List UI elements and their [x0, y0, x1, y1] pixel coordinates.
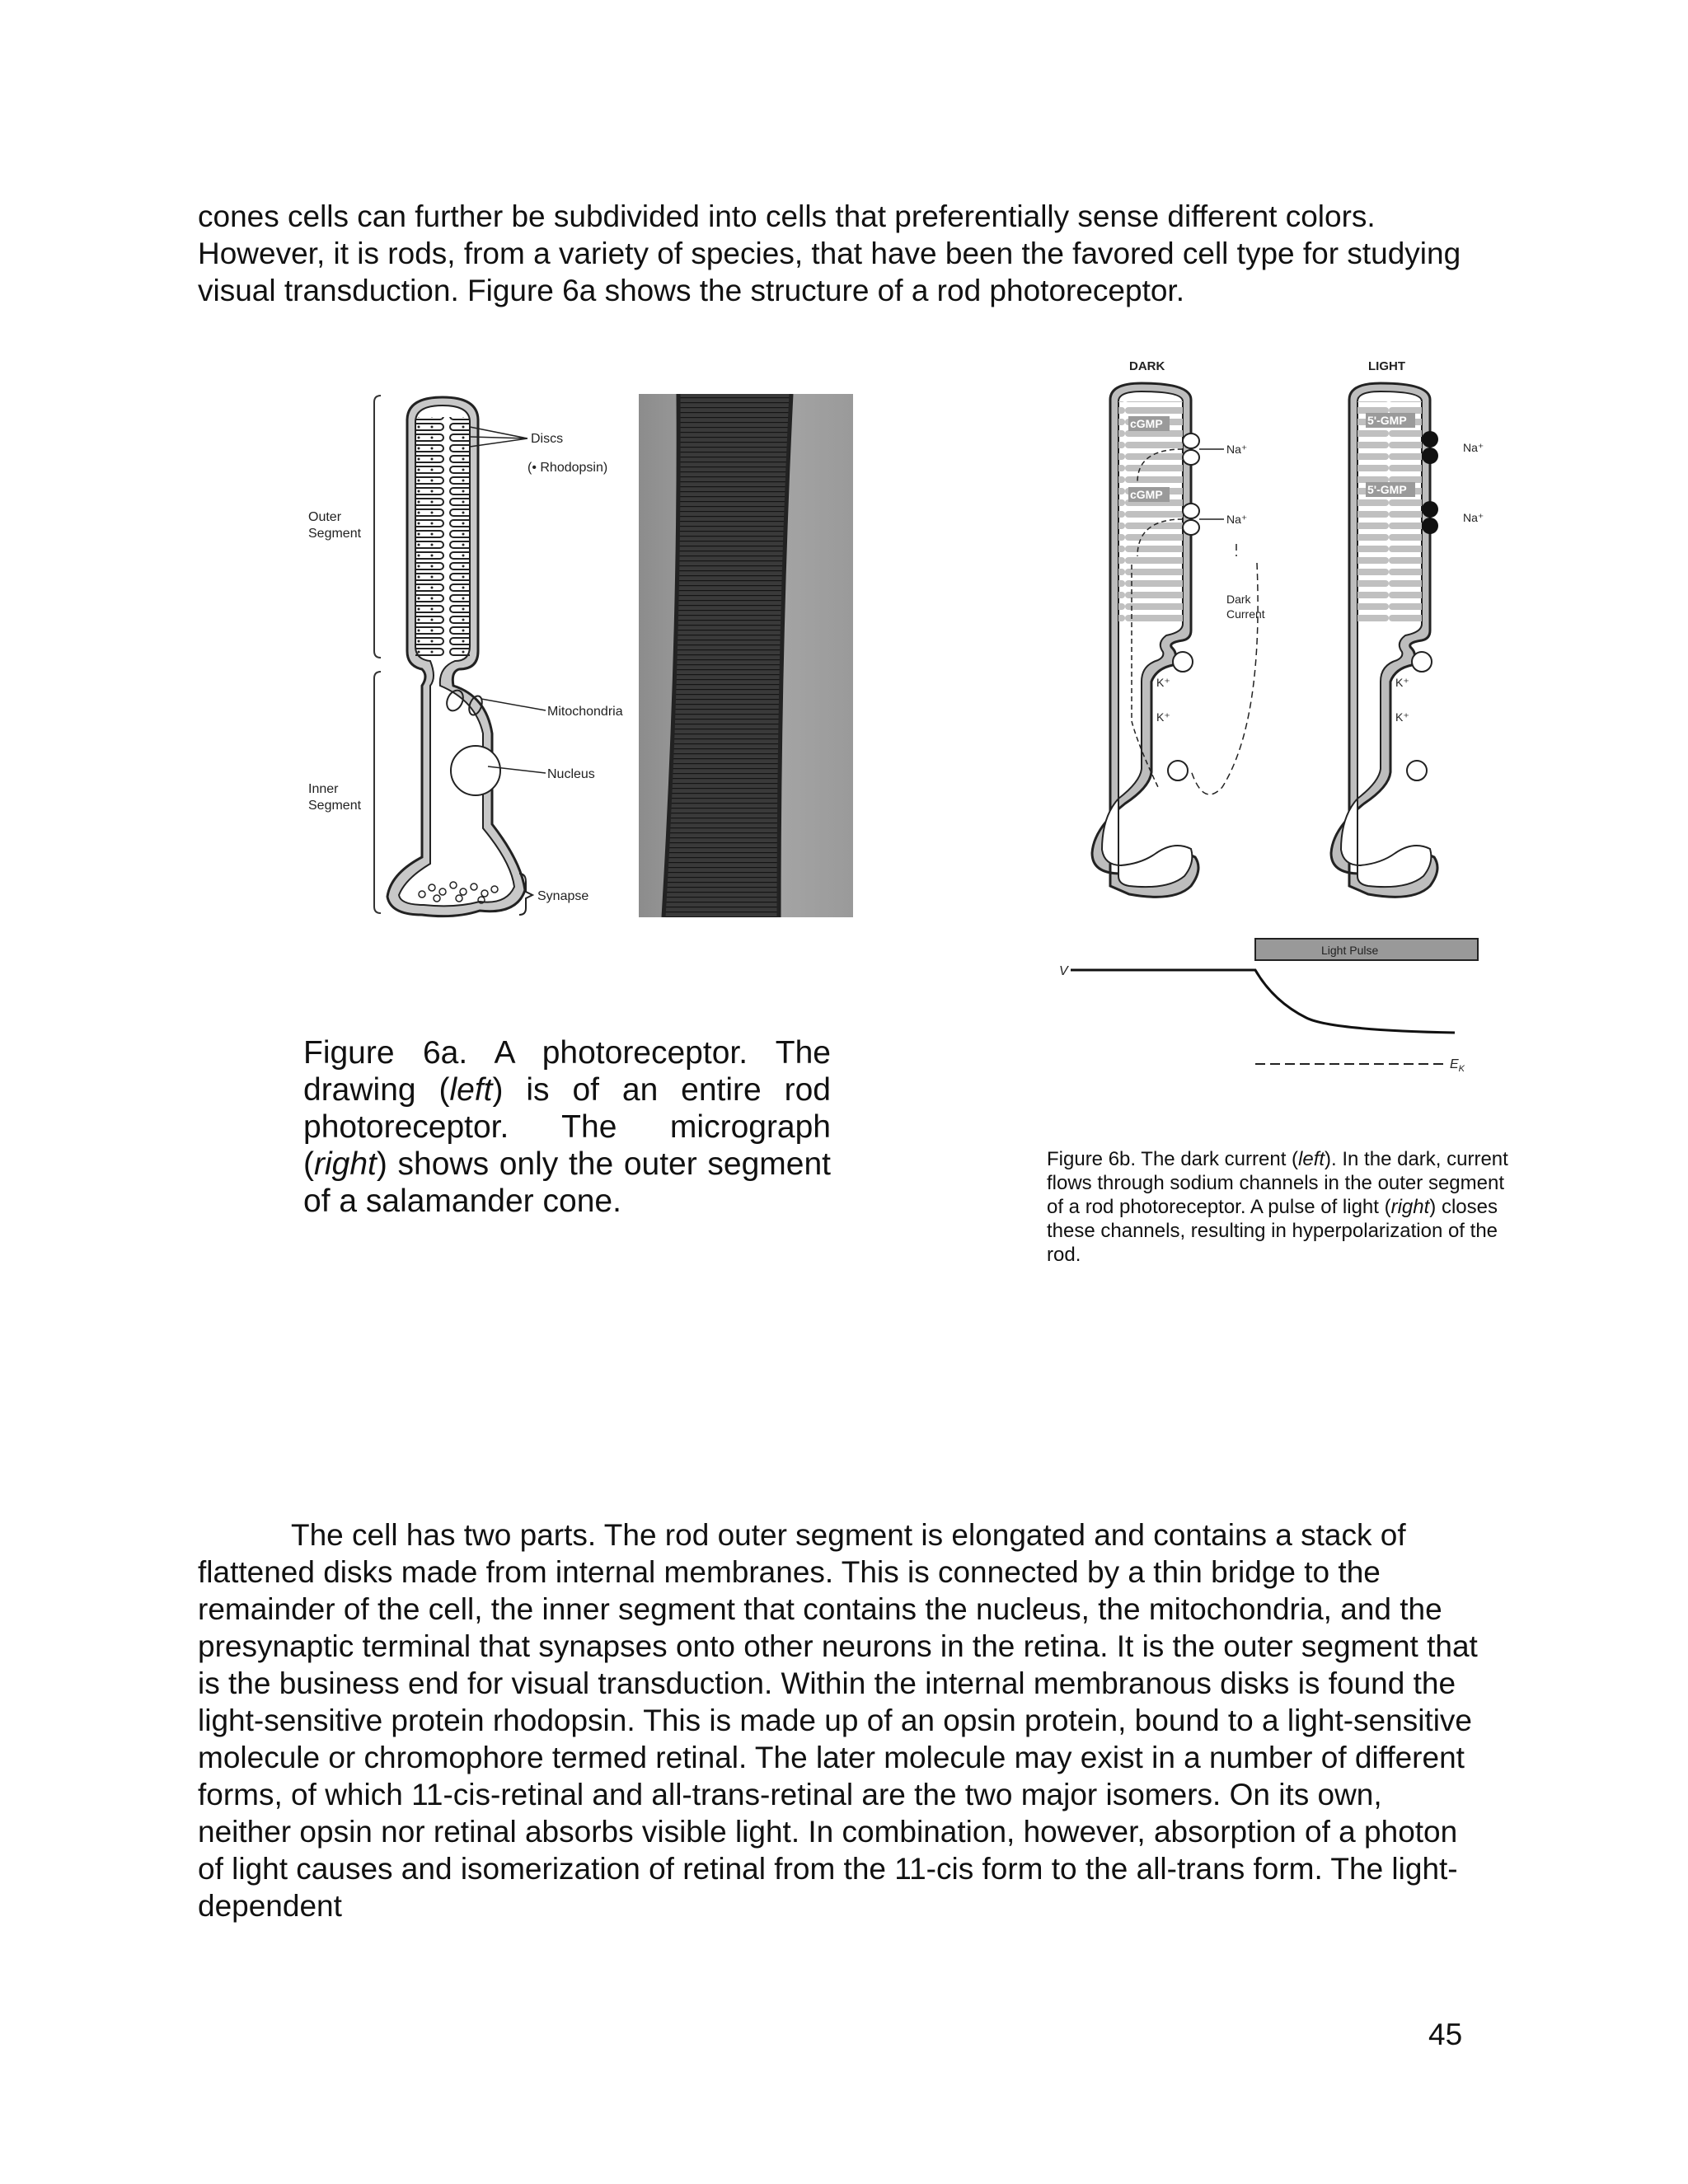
k-label-3: K⁺ — [1395, 676, 1409, 689]
figure-6b-caption: Figure 6b. The dark current (left). In the dark, current flows through sodium channels in the outer segment of a rod photoreceptor. A pulse of light (right) closes these channels, resulting in hyperpolarization of the rod. — [1047, 1148, 1508, 1266]
k-label-4: K⁺ — [1395, 710, 1409, 724]
k-label-2: K⁺ — [1156, 710, 1170, 724]
inner-segment-label-2: Segment — [308, 799, 362, 813]
intro-paragraph: cones cells can further be subdivided into cells that preferentially sense different colors. However, it is rods, from a variety of species, that have been the favored cell type for studying visual transduction. Figure 6a shows the structure of a rod photoreceptor. — [198, 199, 1461, 307]
discs-label: Discs — [531, 432, 564, 446]
five-gmp-label-1: 5'-GMP — [1367, 414, 1407, 427]
outer-segment-label-2: Segment — [308, 527, 362, 541]
mitochondria-label: Mitochondria — [547, 705, 623, 719]
rhodopsin-label: (• Rhodopsin) — [528, 461, 608, 475]
figure-6a-caption: Figure 6a. A photoreceptor. The drawing (left) is of an entire rod photoreceptor. The micrograph (right) shows only the outer segment of a salamander cone. — [303, 1035, 831, 1219]
cgmp-label-2: cGMP — [1130, 488, 1163, 501]
dark-current-diagram — [1059, 359, 1492, 1084]
rod-photoreceptor-drawing — [298, 379, 645, 923]
outer-segment-micrograph — [639, 394, 853, 917]
v-label: V — [1059, 964, 1068, 978]
na-label-3: Na⁺ — [1463, 441, 1484, 454]
outer-segment-label-1: Outer — [308, 510, 342, 524]
dark-rod-cell — [1092, 383, 1265, 897]
body-paragraph: The cell has two parts. The rod outer segment is elongated and contains a stack of flattened disks made from internal membranes. This is connected by a thin bridge to the remainder of the cell, the inner segment that contains the nucleus, the mitochondria, and the presynaptic terminal that synapses onto other neurons in the retina. It is the outer segment that is the business end for visual transduction. Within the internal membranous disks is found the light-sensitive protein rhodopsin. This is made up of an opsin protein, bound to a light-sensitive molecule or chromophore termed retinal. The later molecule may exist in a number of different forms, of which 11-cis-retinal and all-trans-retinal are the two major isomers. On its own, neither opsin nor retinal absorbs visible light. In combination, however, absorption of a photon of light causes and isomerization of retinal from the 11-cis form to the all-trans form. The light-dependent — [198, 1518, 1478, 1923]
ek-label: $E_K$ — [1450, 1057, 1465, 1074]
na-label-1: Na⁺ — [1226, 443, 1248, 456]
k-label-1: K⁺ — [1156, 676, 1170, 689]
nucleus-label: Nucleus — [547, 767, 595, 781]
voltage-trace — [1071, 970, 1455, 1033]
na-label-4: Na⁺ — [1463, 511, 1484, 524]
dark-current-label-1: Dark — [1226, 593, 1251, 606]
dark-label: DARK — [1129, 359, 1165, 373]
synapse-label: Synapse — [537, 889, 589, 903]
dark-current-label-2: Current — [1226, 607, 1265, 621]
inner-segment-label-1: Inner — [308, 782, 339, 796]
five-gmp-label-2: 5'-GMP — [1367, 483, 1407, 496]
cgmp-label-1: cGMP — [1130, 417, 1163, 430]
light-rod-cell — [1331, 383, 1484, 897]
light-pulse-label: Light Pulse — [1321, 944, 1379, 957]
page-number: 45 — [1428, 2018, 1463, 2051]
na-label-2: Na⁺ — [1226, 513, 1248, 526]
light-label: LIGHT — [1368, 359, 1405, 373]
